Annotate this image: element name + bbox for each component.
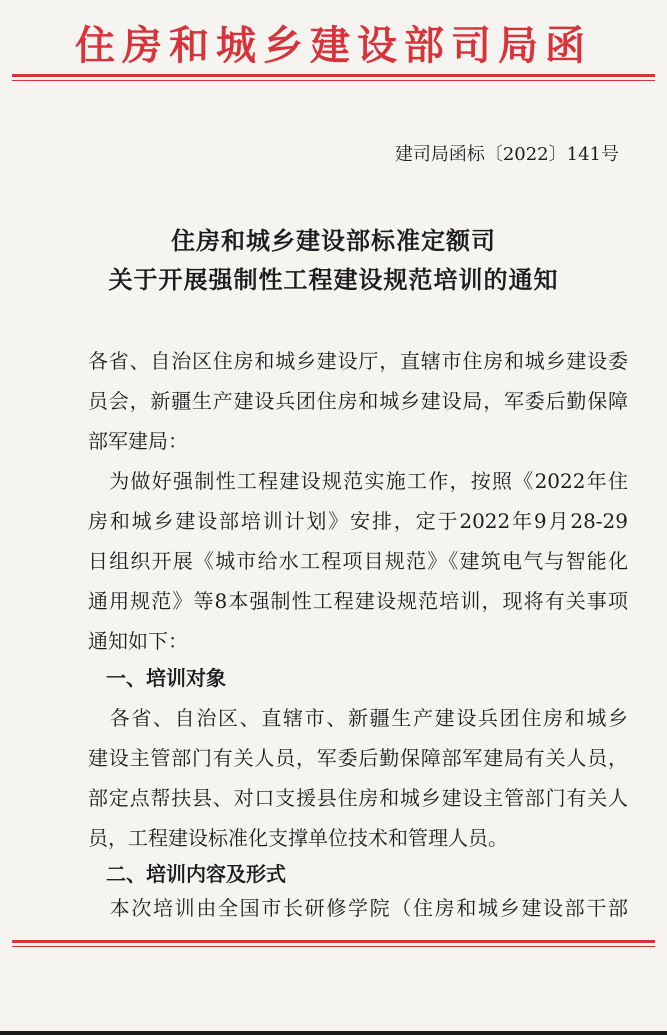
section-heading-training-targets: 一、培训对象: [106, 666, 226, 690]
letterhead-title: 住房和城乡建设部司局函: [75, 22, 592, 69]
body-line: 建设主管部门有关人员，军委后勤保障部军建局有关人员，: [88, 746, 628, 770]
body-line: 部定点帮扶县、对口支援县住房和城乡建设主管部门有关人: [88, 786, 628, 810]
footer-rule-thick: [12, 940, 655, 943]
body-line: 房和城乡建设部培训计划》安排，定于2022年9月28-29: [88, 509, 628, 533]
body-line: 各省、自治区住房和城乡建设厅，直辖市住房和城乡建设委: [88, 349, 628, 373]
page-edge-strip: [0, 1031, 667, 1035]
footer-rule-thin: [12, 946, 655, 947]
section-heading-training-content: 二、培训内容及形式: [106, 862, 286, 886]
body-line: 部军建局：: [88, 429, 188, 453]
document-title-line-2: 关于开展强制性工程建设规范培训的通知: [108, 266, 559, 294]
body-line: 通用规范》等8本强制性工程建设规范培训，现将有关事项: [88, 589, 628, 613]
document-title-line-1: 住房和城乡建设部标准定额司: [171, 227, 496, 255]
body-line: 员，工程建设标准化支撑单位技术和管理人员。: [88, 826, 508, 850]
body-line: 为做好强制性工程建设规范实施工作，按照《2022年住: [88, 469, 628, 493]
letterhead-rule-thin: [12, 80, 655, 81]
letterhead-rule-thick: [12, 74, 655, 77]
body-line: 通知如下：: [88, 629, 188, 653]
body-line: 员会，新疆生产建设兵团住房和城乡建设局，军委后勤保障: [88, 389, 628, 413]
body-line: 各省、自治区、直辖市、新疆生产建设兵团住房和城乡: [88, 706, 628, 730]
body-line: 日组织开展《城市给水工程项目规范》《建筑电气与智能化: [88, 549, 628, 573]
body-line: 本次培训由全国市长研修学院（住房和城乡建设部干部: [88, 896, 628, 920]
document-number: 建司局函标〔2022〕141号: [394, 144, 619, 165]
